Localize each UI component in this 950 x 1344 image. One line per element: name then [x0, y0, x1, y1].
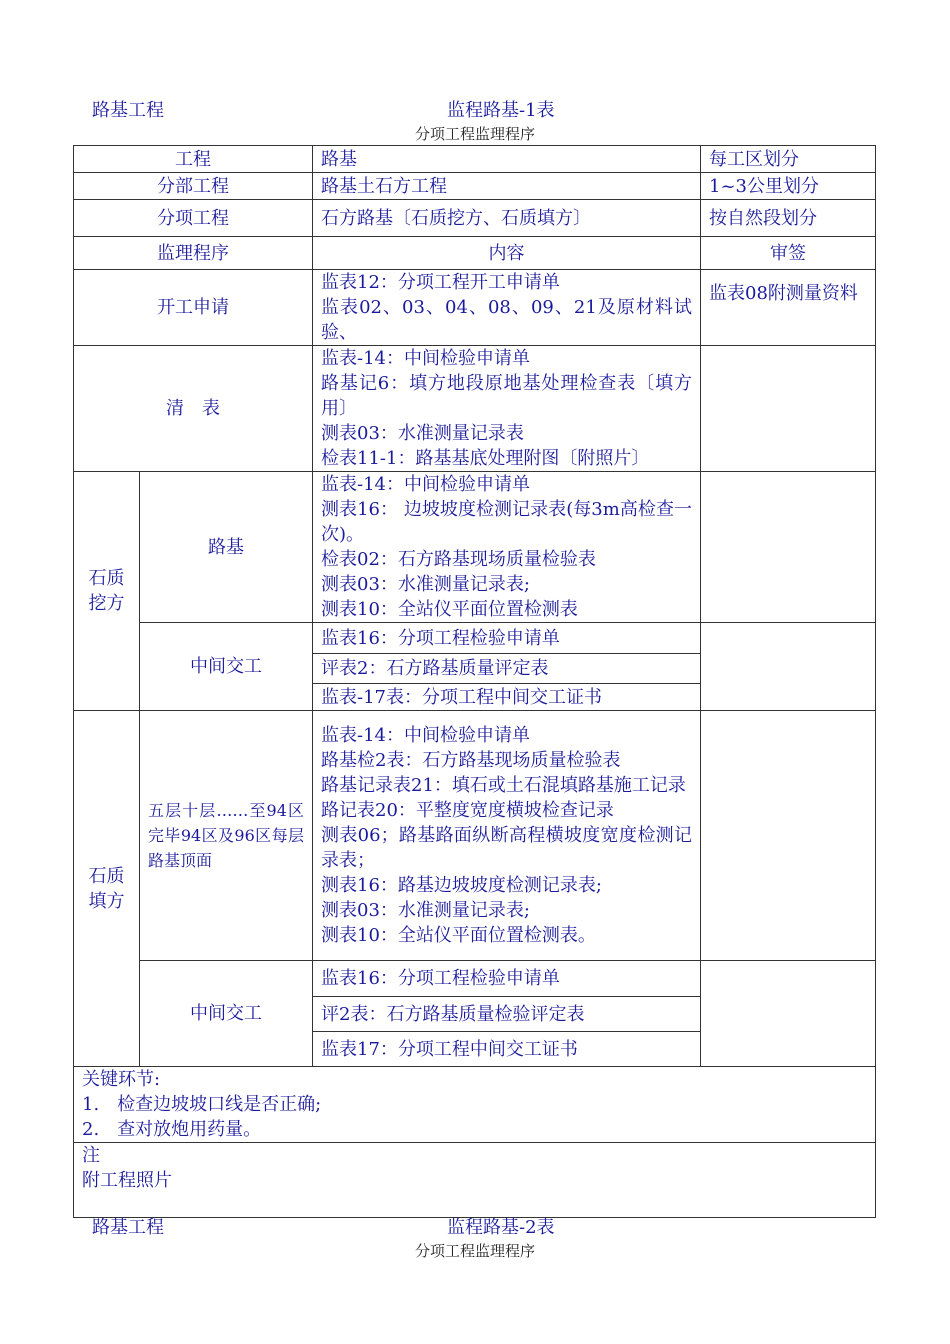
content-line: 测表03：水准测量记录表;: [321, 574, 530, 595]
fill-group-label: 石质填方: [74, 711, 140, 1067]
excavation-group-label: 石质挖方: [74, 472, 140, 711]
form-subtitle: 分项工程监理程序: [414, 1242, 535, 1260]
content-line: 监表-14：中间检验申请单: [321, 474, 530, 495]
key-points-row: [74, 1067, 876, 1143]
notes: [74, 1143, 876, 1218]
content-line: 评2表：石方路基质量检验评定表: [313, 996, 700, 1031]
signoff-heading: 审签: [701, 237, 876, 270]
key-points-title: 关键环节:: [82, 1069, 161, 1090]
content-line: 测表16： 边坡坡度检测记录表(每3m高检查一次)。: [321, 499, 692, 545]
content-line: 监表17：分项工程中间交工证书: [313, 1031, 700, 1066]
row-signoff: [701, 472, 876, 623]
notes-row: [74, 1143, 876, 1218]
row-value: 路基: [313, 146, 701, 173]
content-line: 测表10：全站仪平面位置检测表: [321, 599, 578, 620]
notes-title: 注: [82, 1145, 100, 1166]
content-line: 路基记6：填方地段原地基处理检查表〔填方用〕: [321, 373, 692, 419]
excavation-handover-row: [74, 623, 876, 711]
row-label: 清 表: [74, 346, 313, 472]
key-point-item: 1. 检查边坡坡口线是否正确;: [82, 1094, 322, 1115]
row-division: 每工区划分: [701, 146, 876, 173]
row-content: [313, 346, 701, 472]
page-header-left: 路基工程: [92, 1217, 164, 1238]
content-line: 监表-17表：分项工程中间交工证书: [313, 683, 700, 710]
content-line: 路基检2表：石方路基现场质量检验表: [321, 750, 621, 771]
row-label: 开工申请: [74, 270, 313, 346]
row-label: 中间交工: [140, 961, 313, 1067]
row-division: 1~3公里划分: [701, 173, 876, 200]
content-line: 监表-14：中间检验申请单: [321, 348, 530, 369]
row-label: 工程: [74, 146, 313, 173]
row-signoff: [701, 346, 876, 472]
row-label: 五层十层……至94区完毕94区及96区每层路基顶面: [140, 711, 313, 961]
content-line: 路基记录表21：填石或土石混填路基施工记录: [321, 775, 686, 796]
row-signoff: 监表08附测量资料: [701, 270, 876, 346]
table-row: [74, 146, 876, 173]
content-line: 评表2：石方路基质量评定表: [313, 653, 700, 683]
key-points: [74, 1067, 876, 1143]
row-signoff: [701, 961, 876, 1067]
table-row: [74, 173, 876, 200]
row-label: 分项工程: [74, 200, 313, 237]
row-signoff: [701, 711, 876, 961]
row-content: [313, 711, 701, 961]
content-line: 监表16：分项工程检验申请单: [321, 968, 560, 989]
row-content: [313, 270, 701, 346]
row-value: 路基土石方工程: [313, 173, 701, 200]
procedure-heading: 监理程序: [74, 237, 313, 270]
supervision-procedure-table: [73, 145, 876, 1218]
content-line: 测表03：水准测量记录表;: [321, 900, 530, 921]
form-number: 监程路基-1表: [447, 100, 555, 121]
row-content: [313, 961, 701, 1067]
table-row: [74, 200, 876, 237]
start-application-row: [74, 270, 876, 346]
key-point-item: 2. 查对放炮用药量。: [82, 1119, 262, 1140]
notes-text: 附工程照片: [82, 1170, 172, 1191]
content-line: 测表10：全站仪平面位置检测表。: [321, 925, 596, 946]
content-line: 监表12：分项工程开工申请单: [321, 272, 560, 293]
page-header-left: 路基工程: [92, 100, 164, 121]
row-content: [313, 472, 701, 623]
clear-surface-row: [74, 346, 876, 472]
row-label: 分部工程: [74, 173, 313, 200]
form-subtitle: 分项工程监理程序: [414, 125, 535, 143]
excavation-roadbed-row: [74, 472, 876, 623]
content-line: 检表02：石方路基现场质量检验表: [321, 549, 596, 570]
content-line: 测表06；路基路面纵断高程横坡度宽度检测记录表；: [321, 825, 692, 871]
content-line: 测表16：路基边坡坡度检测记录表;: [321, 875, 602, 896]
row-label: 中间交工: [140, 623, 313, 711]
row-label: 路基: [140, 472, 313, 623]
content-line: 测表03：水准测量记录表: [321, 423, 524, 444]
content-line: 检表11-1：路基基底处理附图〔附照片〕: [321, 448, 650, 469]
table-heading-row: [74, 237, 876, 270]
row-value: 石方路基〔石质挖方、石质填方〕: [313, 200, 701, 237]
row-signoff: [701, 623, 876, 711]
content-line: 监表-14：中间检验申请单: [321, 725, 530, 746]
fill-roadbed-row: [74, 711, 876, 961]
content-heading: 内容: [313, 237, 701, 270]
content-line: 监表16：分项工程检验申请单: [321, 627, 560, 649]
content-line: 路记表20：平整度宽度横坡检查记录: [321, 800, 614, 821]
row-division: 按自然段划分: [701, 200, 876, 237]
fill-handover-row: [74, 961, 876, 1067]
content-line: 监表02、03、04、08、09、21及原材料试验、: [321, 297, 692, 343]
form-number: 监程路基-2表: [447, 1217, 555, 1238]
row-content: [313, 623, 701, 711]
